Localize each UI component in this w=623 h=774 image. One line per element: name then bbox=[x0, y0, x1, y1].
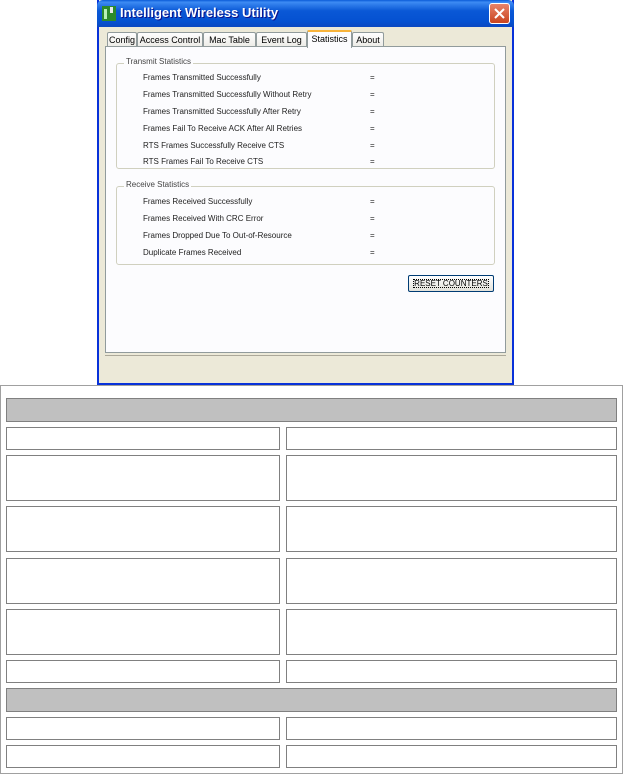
stat-label: RTS Frames Successfully Receive CTS bbox=[143, 141, 285, 150]
description-table bbox=[0, 385, 623, 774]
stat-value: = bbox=[370, 214, 375, 223]
status-divider bbox=[105, 355, 506, 356]
table-cell bbox=[286, 745, 617, 768]
tab-config[interactable]: Config bbox=[107, 32, 137, 47]
stat-value: = bbox=[370, 141, 375, 150]
tab-statistics[interactable]: Statistics bbox=[307, 30, 352, 48]
table-header-receive bbox=[6, 688, 617, 712]
tab-about[interactable]: About bbox=[352, 32, 384, 47]
stat-value: = bbox=[370, 107, 375, 116]
window-title: Intelligent Wireless Utility bbox=[120, 5, 279, 20]
table-cell bbox=[286, 427, 617, 450]
reset-counters-button[interactable] bbox=[408, 275, 494, 292]
table-cell bbox=[286, 506, 617, 552]
group-label-transmit: Transmit Statistics bbox=[126, 57, 192, 66]
table-cell bbox=[6, 506, 280, 552]
reset-counters-label: RESET COUNTERS bbox=[414, 279, 488, 288]
app-icon bbox=[102, 6, 116, 21]
stat-label: Frames Received With CRC Error bbox=[143, 214, 264, 223]
stat-label: Frames Transmitted Successfully After Retry bbox=[143, 107, 301, 116]
table-cell bbox=[6, 558, 280, 604]
stat-value: = bbox=[370, 231, 375, 240]
stat-label: Frames Dropped Due To Out-of-Resource bbox=[143, 231, 292, 240]
stat-label: Frames Fail To Receive ACK After All Retries bbox=[143, 124, 303, 133]
table-cell bbox=[6, 427, 280, 450]
title-bar[interactable] bbox=[97, 0, 514, 27]
table-header-transmit bbox=[6, 398, 617, 422]
table-cell bbox=[6, 745, 280, 768]
table-cell bbox=[6, 660, 280, 683]
receive-statistics-group bbox=[116, 180, 495, 265]
table-cell bbox=[286, 558, 617, 604]
tab-access-control[interactable]: Access Control bbox=[137, 32, 203, 47]
stat-value: = bbox=[370, 248, 375, 257]
tab-event-log[interactable]: Event Log bbox=[256, 32, 307, 47]
group-label-receive: Receive Statistics bbox=[126, 180, 190, 189]
transmit-statistics-group bbox=[116, 57, 495, 169]
stat-label: RTS Frames Fail To Receive CTS bbox=[143, 157, 264, 166]
table-cell bbox=[286, 455, 617, 501]
table-cell bbox=[6, 609, 280, 655]
table-cell bbox=[6, 455, 280, 501]
table-cell bbox=[286, 609, 617, 655]
stat-label: Frames Transmitted Successfully Without Retry bbox=[143, 90, 312, 99]
close-icon bbox=[494, 8, 505, 19]
table-cell bbox=[6, 717, 280, 740]
stat-value: = bbox=[370, 197, 375, 206]
stat-value: = bbox=[370, 73, 375, 82]
app-window bbox=[97, 0, 514, 385]
stat-value: = bbox=[370, 157, 375, 166]
close-button[interactable] bbox=[489, 3, 510, 24]
statistics-panel bbox=[105, 46, 506, 353]
tab-mac-table[interactable]: Mac Table bbox=[203, 32, 256, 47]
stat-value: = bbox=[370, 90, 375, 99]
stat-label: Frames Received Successfully bbox=[143, 197, 253, 206]
stat-label: Frames Transmitted Successfully bbox=[143, 73, 261, 82]
table-cell bbox=[286, 660, 617, 683]
stat-label: Duplicate Frames Received bbox=[143, 248, 242, 257]
table-cell bbox=[286, 717, 617, 740]
stat-value: = bbox=[370, 124, 375, 133]
